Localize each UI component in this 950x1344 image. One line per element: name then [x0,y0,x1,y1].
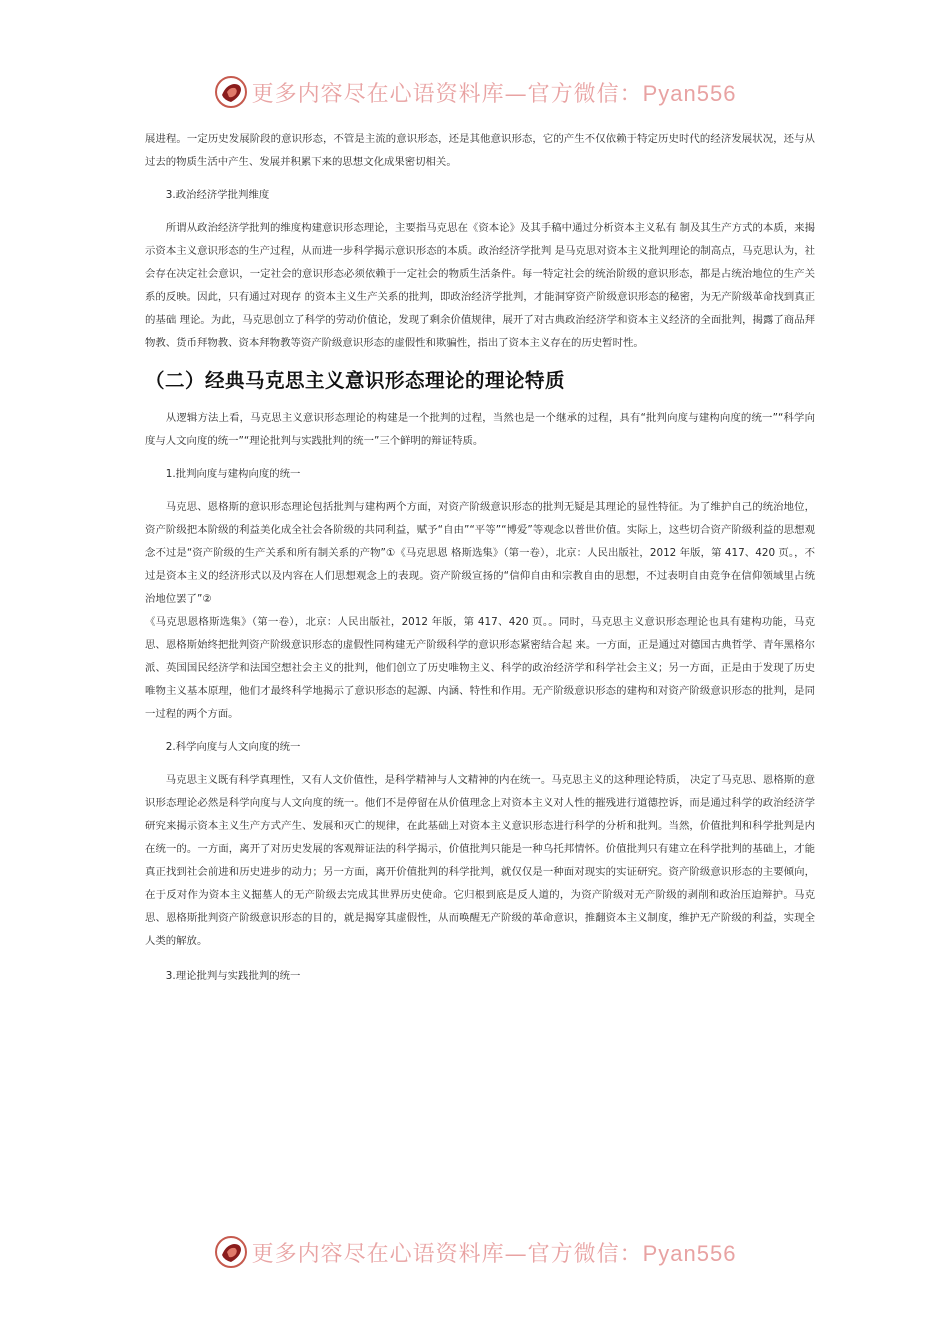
hand-heart-logo-icon [214,1235,248,1269]
header-watermark-banner [0,72,950,112]
paragraph-logic-method: 从逻辑方法上看，马克思主义意识形态理论的构建是一个批判的过程，当然也是一个继承的过程，具有“批判向度与建构向度的统一”“科学向度与人文向度的统一”“理论批判与实践批判的统一”三个鲜明的辩证特质。 [145,412,815,447]
subheading-political-economy-critique: 3.政治经济学批判维度 [165,189,270,201]
paragraph-political-economy: 所谓从政治经济学批判的维度构建意识形态理论，主要指马克思在《资本论》及其手稿中通过分析资本主义私有 制及其生产方式的本质，来揭示资本主义意识形态的生产过程，从而进一步科学揭示意识形态的本质。政治经济学批判 是马克思对资本主义批判理论的制高点，马克思认为，社会存在决定社会意识，一定社会的意识形态必须依赖于一定社会的物质生活条件。每一特定社会的统治阶级的意识形态，都是占统治地位的生产关系的反映。因此，只有通过对现存 的资本主义生产关系的批判，即政治经济学批判，才能洞穿资产阶级意识形态的秘密，为无产阶级革命找到真正的基础 理论。为此，马克思创立了科学的劳动价值论，发现了剩余价值规律，展开了对古典政治经济学和资本主义经济的全面批判，揭露了商品拜物教、货币拜物教、资本拜物教等资产阶级意识形态的虚假性和欺骗性，指出了资本主义存在的历史暂时性。 [145,222,815,349]
footer-banner-text: 更多内容尽在心语资料库—官方微信：Pyan556 [251,1240,737,1267]
footer-watermark-banner [0,1232,950,1272]
paragraph-science-humanism: 马克思主义既有科学真理性，又有人文价值性，是科学精神与人文精神的内在统一。马克思主义的这种理论特质， 决定了马克思、恩格斯的意识形态理论必然是科学向度与人文向度的统一。他们不是停留在从价值理念上对资本主义对人性的摧残进行道德控诉，而是通过科学的政治经济学研究来揭示资本主义生产方式产生、发展和灭亡的规律，在此基础上对资本主义意识形态进行科学的分析和批判。当然，价值批判和科学批判是内在统一的。一方面，离开了对历史发展的客观辩证法的科学揭示，价值批判只能是一种乌托邦情怀。价值批判只有建立在科学批判的基础上，才能真正找到社会前进和历史进步的动力；另一方面，离开价值批判的科学批判，就仅仅是一种面对现实的实证研究。资产阶级意识形态的主要倾向，在于反对作为资本主义掘墓人的无产阶级去完成其世界历史使命。它归根到底是反人道的，为资产阶级对无产阶级的剥削和政治压迫辩护。马克思、恩格斯批判资产阶级意识形态的目的，就是揭穿其虚假性，从而唤醒无产阶级的革命意识，推翻资本主义制度，维护无产阶级的利益，实现全人类的解放。 [145,774,815,947]
paragraph-critique-construction: 马克思、恩格斯的意识形态理论包括批判与建构两个方面，对资产阶级意识形态的批判无疑是其理论的显性特征。为了维护自己的统治地位，资产阶级把本阶级的利益美化成全社会各阶级的共同利益，赋予“自由”“平等”“博爱”等观念以普世价值。实际上，这些切合资产阶级利益的思想观念不过是“资产阶级的生产关系和所有制关系的产物”①《马克思恩 格斯选集》（第一卷），北京：人民出版社，2012 年版，第 417、420 页。，不过是资本主义的经济形式以及内容在人们思想观念上的表现。资产阶级宣扬的“信仰自由和宗教自由的思想，不过表明自由竞争在信仰领域里占统治地位罢了”② [145,501,815,605]
document-body [145,128,815,988]
subheading-theory-practice: 3.理论批判与实践批判的统一 [165,970,301,982]
header-banner-text: 更多内容尽在心语资料库—官方微信：Pyan556 [251,80,737,107]
hand-heart-logo-icon [214,75,248,109]
paragraph-continuation: 展进程。一定历史发展阶段的意识形态，不管是主流的意识形态，还是其他意识形态，它的产生不仅依赖于特定历史时代的经济发展状况，还与从过去的物质生活中产生、发展并积累下来的思想文化成果密切相关。 [145,133,815,168]
subheading-critique-construction: 1.批判向度与建构向度的统一 [165,468,301,480]
paragraph-critique-construction-cont: 《马克思恩格斯选集》（第一卷），北京：人民出版社，2012 年版，第 417、420 页。。同时，马克思主义意识形态理论也具有建构功能，马克思、恩格斯始终把批判资产阶级意识形态的虚假性同构建无产阶级科学的意识形态紧密结合起 来。一方面，正是通过对德国古典哲学、青年黑格尔派、英国国民经济学和法国空想社会主义的批判，他们创立了历史唯物主义、科学的政治经济学和科学社会主义；另一方面，正是由于发现了历史唯物主义基本原理，他们才最终科学地揭示了意识形态的起源、内涵、特性和作用。无产阶级意识形态的建构和对资产阶级意识形态的批判，是同一过程的两个方面。 [145,616,815,720]
subheading-science-humanism: 2.科学向度与人文向度的统一 [165,741,301,753]
section-title: （二）经典马克思主义意识形态理论的理论特质 [145,369,566,392]
